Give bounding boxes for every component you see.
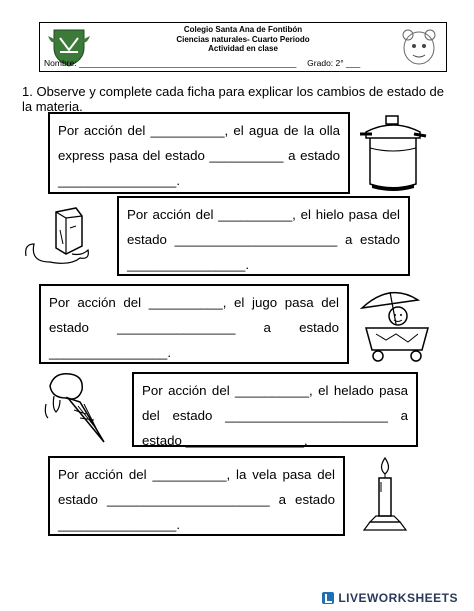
fill-in-card-ice-cream[interactable]: Por acción del __________, el helado pasa del estado ______________________ a estado ________________. [132,372,418,447]
fill-in-card-candle[interactable]: Por acción del __________, la vela pasa del estado ______________________ a estado ________________. [48,456,345,536]
melting-ice-icon [20,204,95,270]
name-field-label[interactable]: Nombre: ______________________________________________ [44,58,297,68]
fill-in-card-ice[interactable]: Por acción del __________, el hielo pasa del estado ______________________ a estado ________________. [117,196,410,276]
worksheet-header [39,22,447,72]
liveworksheets-logo-icon [322,592,334,604]
grade-field-label[interactable]: Grado: 2° ___ [307,58,361,68]
brand-name: LIVEWORKSHEETS [338,591,458,605]
subject-title: Ciencias naturales- Cuarto Periodo [176,34,310,44]
mascot-logo-icon [398,26,440,68]
ice-cream-cone-icon [40,368,118,452]
activity-title: Actividad en clase [208,44,278,53]
candle-icon [360,456,410,538]
fill-in-card-juice[interactable]: Por acción del __________, el jugo pasa del estado ________________ a estado ________________. [39,284,349,364]
child-with-umbrella-icon [356,284,434,364]
question-prompt: 1. Observe y complete cada ficha para explicar los cambios de estado de la materia. [22,84,445,114]
school-name: Colegio Santa Ana de Fontibón [183,25,303,34]
fill-in-card-pressure-cooker[interactable]: Por acción del __________, el agua de la olla express pasa del estado __________ a estado ________________. [48,112,350,194]
liveworksheets-footer [322,591,458,605]
pressure-cooker-icon [358,114,428,194]
